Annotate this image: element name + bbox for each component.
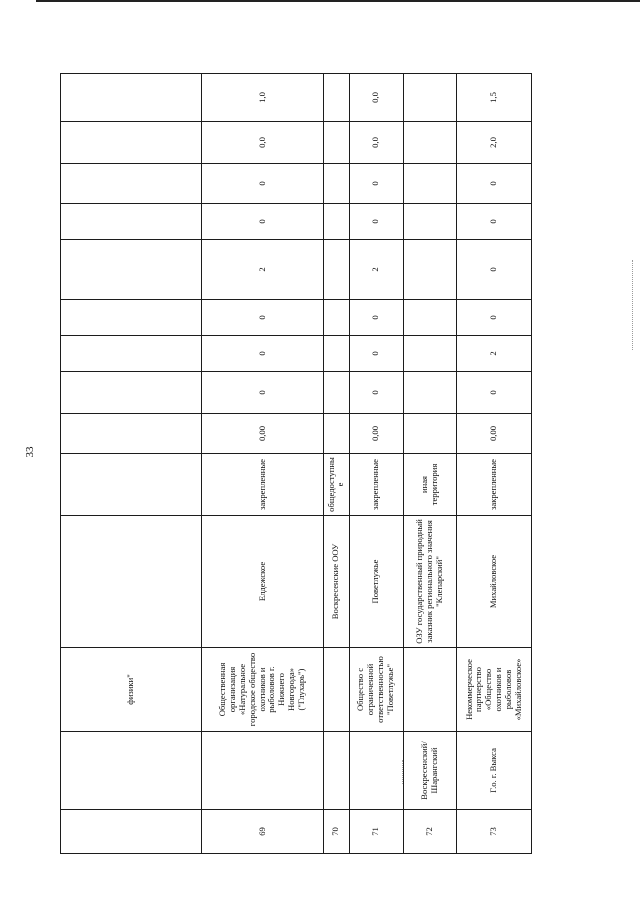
- table-row: [201, 74, 323, 854]
- cell-v5: [61, 204, 202, 240]
- cell-area: 0,00: [349, 414, 403, 454]
- cell-v3: [403, 300, 457, 336]
- cell-v3: 0: [349, 300, 403, 336]
- cell-v4: [403, 240, 457, 300]
- cell-v4: [324, 240, 350, 300]
- cell-district: [324, 732, 350, 810]
- page-number: 33: [24, 446, 36, 458]
- cell-v5: 0: [349, 204, 403, 240]
- cell-v1: [403, 372, 457, 414]
- table-row: [403, 74, 457, 854]
- cell-v4: [61, 240, 202, 300]
- cell-district: Воскресенский/Шарангский: [403, 732, 457, 810]
- cell-v7: [324, 122, 350, 164]
- cell-v1: 0: [349, 372, 403, 414]
- cell-v2: 0: [349, 336, 403, 372]
- cell-area: 0,00: [201, 414, 323, 454]
- cell-v6: [61, 164, 202, 204]
- cell-hunting-ground: ОЗУ государственный природный заказник регионального значения "Клепарский": [403, 516, 457, 648]
- cell-district: Г.о. г. Выкса: [457, 732, 532, 810]
- cell-area: [403, 414, 457, 454]
- cell-hunting-ground: Воскресенские ООУ: [324, 516, 350, 648]
- cell-v7: [61, 122, 202, 164]
- cell-v6: 0: [201, 164, 323, 204]
- cell-v3: 0: [457, 300, 532, 336]
- cell-num: 71: [349, 810, 403, 854]
- cell-v2: [324, 336, 350, 372]
- cell-organization: Общественная организация «Натуральное городское общество охотников и рыболовов г. Нижнего Новгорода» ("Глухарь"): [201, 648, 323, 732]
- scan-edge-mark: [632, 260, 634, 350]
- cell-district: [349, 732, 403, 810]
- cell-v7: 0,0: [349, 122, 403, 164]
- cell-v8: 0,0: [349, 74, 403, 122]
- cell-organization: физики": [61, 648, 202, 732]
- cell-num: [61, 810, 202, 854]
- cell-v6: 0: [349, 164, 403, 204]
- hunting-grounds-table: [60, 73, 532, 854]
- cell-area: [61, 414, 202, 454]
- cell-v7: 0,0: [201, 122, 323, 164]
- cell-v2: [61, 336, 202, 372]
- cell-category: [61, 454, 202, 516]
- cell-v4: 2: [201, 240, 323, 300]
- cell-v8: [403, 74, 457, 122]
- cell-hunting-ground: Михайловское: [457, 516, 532, 648]
- cell-hunting-ground: Поветлужье: [349, 516, 403, 648]
- top-border-line: [36, 0, 640, 2]
- cell-v3: [61, 300, 202, 336]
- cell-v7: [403, 122, 457, 164]
- cell-num: 72: [403, 810, 457, 854]
- cell-area: 0,00: [457, 414, 532, 454]
- cell-v1: [61, 372, 202, 414]
- cell-v8: [324, 74, 350, 122]
- cell-area: [324, 414, 350, 454]
- cell-district: [201, 732, 323, 810]
- cell-v5: 0: [201, 204, 323, 240]
- cell-hunting-ground: Елдежское: [201, 516, 323, 648]
- cell-category: закрепленные: [349, 454, 403, 516]
- cell-v5: 0: [457, 204, 532, 240]
- cell-organization: Общество с ограниченной ответственностью "Поветлужье": [349, 648, 403, 732]
- cell-category: закрепленные: [201, 454, 323, 516]
- cell-v2: [403, 336, 457, 372]
- cell-organization: [324, 648, 350, 732]
- cell-v8: 1,0: [201, 74, 323, 122]
- cell-v8: 1,5: [457, 74, 532, 122]
- rotated-table-wrapper: [60, 74, 532, 854]
- cell-v2: 0: [201, 336, 323, 372]
- cell-num: 73: [457, 810, 532, 854]
- cell-v1: 0: [201, 372, 323, 414]
- table-row: [324, 74, 350, 854]
- cell-num: 69: [201, 810, 323, 854]
- cell-v6: [403, 164, 457, 204]
- cell-v4: 0: [457, 240, 532, 300]
- cell-category: закрепленные: [457, 454, 532, 516]
- cell-v7: 2,0: [457, 122, 532, 164]
- cell-v6: 0: [457, 164, 532, 204]
- table-row-continuation: [61, 74, 202, 854]
- cell-category: общедоступные: [324, 454, 350, 516]
- cell-category: иная территория: [403, 454, 457, 516]
- cell-v3: [324, 300, 350, 336]
- table-row: [349, 74, 403, 854]
- table-row: [457, 74, 532, 854]
- cell-v5: [403, 204, 457, 240]
- cell-v8: [61, 74, 202, 122]
- cell-v1: [324, 372, 350, 414]
- cell-organization: Некоммерческое партнерство «Общество охотников и рыболовов «Михайловское»: [457, 648, 532, 732]
- cell-v4: 2: [349, 240, 403, 300]
- cell-hunting-ground: [61, 516, 202, 648]
- cell-v5: [324, 204, 350, 240]
- cell-v6: [324, 164, 350, 204]
- cell-district: [61, 732, 202, 810]
- cell-v2: 2: [457, 336, 532, 372]
- cell-v3: 0: [201, 300, 323, 336]
- cell-organization: [403, 648, 457, 732]
- cell-num: 70: [324, 810, 350, 854]
- cell-v1: 0: [457, 372, 532, 414]
